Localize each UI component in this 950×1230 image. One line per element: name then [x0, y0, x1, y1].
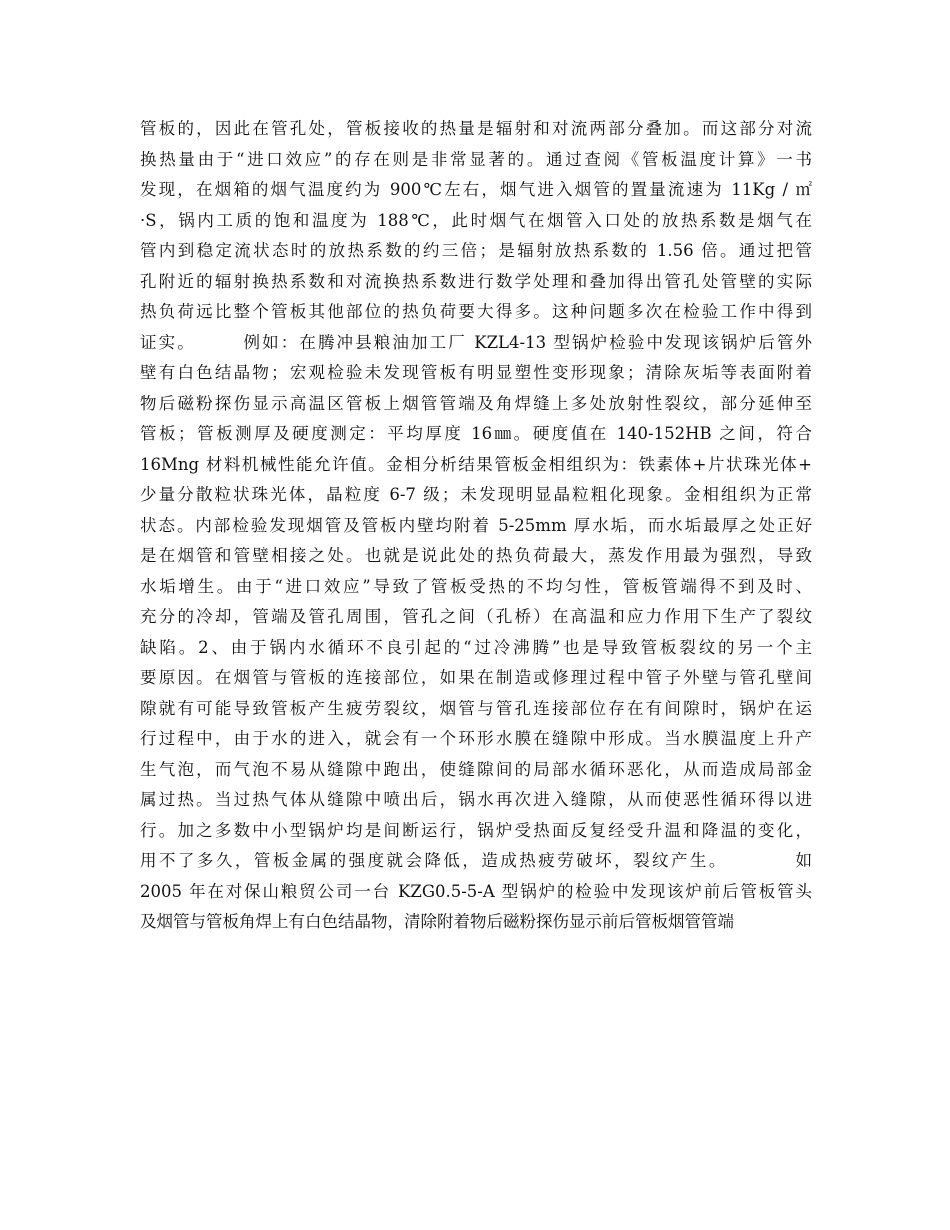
text-line: 壁有白色结晶物；宏观检验未发现管板有明显塑性变形现象；清除灰垢等表面附着 — [140, 363, 812, 382]
text-line: 换热量由于“进口效应”的存在则是非常显著的。通过查阅《管板温度计算》一书 — [140, 149, 812, 169]
text-line: 2005 年在对保山粮贸公司一台 KZG0.5-5-A 型锅炉的检验中发现该炉前后管板管头 — [140, 881, 812, 901]
text-line: 缺陷。2、由于锅内水循环不良引起的“过冷沸腾”也是导致管板裂纹的另一个主 — [140, 637, 812, 657]
text-line: ·S，锅内工质的饱和温度为 188℃，此时烟气在烟管入口处的放热系数是烟气在 — [140, 210, 812, 230]
text-line: 物后磁粉探伤显示高温区管板上烟管管端及角焊缝上多处放射性裂纹，部分延伸至 — [140, 393, 812, 413]
text-line: 及烟管与管板角焊上有白色结晶物，清除附着物后磁粉探伤显示前后管板烟管管端 — [140, 912, 734, 931]
text-line: 少量分散粒状珠光体，晶粒度 6-7 级；未发现明显晶粒粗化现象。金相组织为正常 — [140, 485, 812, 504]
text-line: 证实。 例如：在腾冲县粮油加工厂 KZL4-13 型锅炉检验中发现该锅炉后管外 — [140, 332, 812, 352]
text-line: 状态。内部检验发现烟管及管板内壁均附着 5-25mm 厚水垢，而水垢最厚之处正好 — [140, 515, 812, 535]
text-line: 要原因。在烟管与管板的连接部位，如果在制造或修理过程中管子外壁与管孔壁间 — [140, 668, 812, 687]
text-line: 生气泡，而气泡不易从缝隙中跑出，使缝隙间的局部水循环恶化，从而造成局部金 — [140, 759, 812, 779]
body-text — [140, 114, 812, 938]
text-line: 行。加之多数中小型锅炉均是间断运行，锅炉受热面反复经受升温和降温的变化， — [140, 820, 812, 840]
text-line: 管板；管板测厚及硬度测定：平均厚度 16㎜。硬度值在 140-152HB 之间，符合 — [140, 424, 812, 443]
text-line: 发现，在烟箱的烟气温度约为 900℃左右，烟气进入烟管的置量流速为 11Kg / ㎡ — [140, 180, 812, 199]
text-line: 管板的，因此在管孔处，管板接收的热量是辐射和对流两部分叠加。而这部分对流 — [140, 119, 812, 138]
text-line: 行过程中，由于水的进入，就会有一个环形水膜在缝隙中形成。当水膜温度上升产 — [140, 729, 812, 748]
text-line: 是在烟管和管壁相接之处。也就是说此处的热负荷最大，蒸发作用最为强烈，导致 — [140, 546, 812, 565]
text-line: 属过热。当过热气体从缝隙中喷出后，锅水再次进入缝隙，从而使恶性循环得以进 — [140, 790, 812, 809]
text-line: 充分的冷却，管端及管孔周围，管孔之间（孔桥）在高温和应力作用下生产了裂纹 — [140, 607, 812, 626]
text-line: 用不了多久，管板金属的强度就会降低，造成热疲劳破坏，裂纹产生。 如 — [140, 851, 812, 870]
text-line: 热负荷远比整个管板其他部位的热负荷要大得多。这种问题多次在检验工作中得到 — [140, 302, 812, 321]
text-line: 水垢增生。由于“进口效应”导致了管板受热的不均匀性，管板管端得不到及时、 — [140, 576, 812, 596]
text-line: 管内到稳定流状态时的放热系数的约三倍；是辐射放热系数的 1.56 倍。通过把管 — [140, 241, 812, 260]
text-line: 16Mng 材料机械性能允许值。金相分析结果管板金相组织为：铁素体+片状珠光体+ — [140, 454, 812, 474]
text-line: 隙就有可能导致管板产生疲劳裂纹，烟管与管孔连接部位存在有间隙时，锅炉在运 — [140, 698, 812, 718]
text-line: 孔附近的辐射换热系数和对流换热系数进行数学处理和叠加得出管孔处管壁的实际 — [140, 271, 812, 291]
